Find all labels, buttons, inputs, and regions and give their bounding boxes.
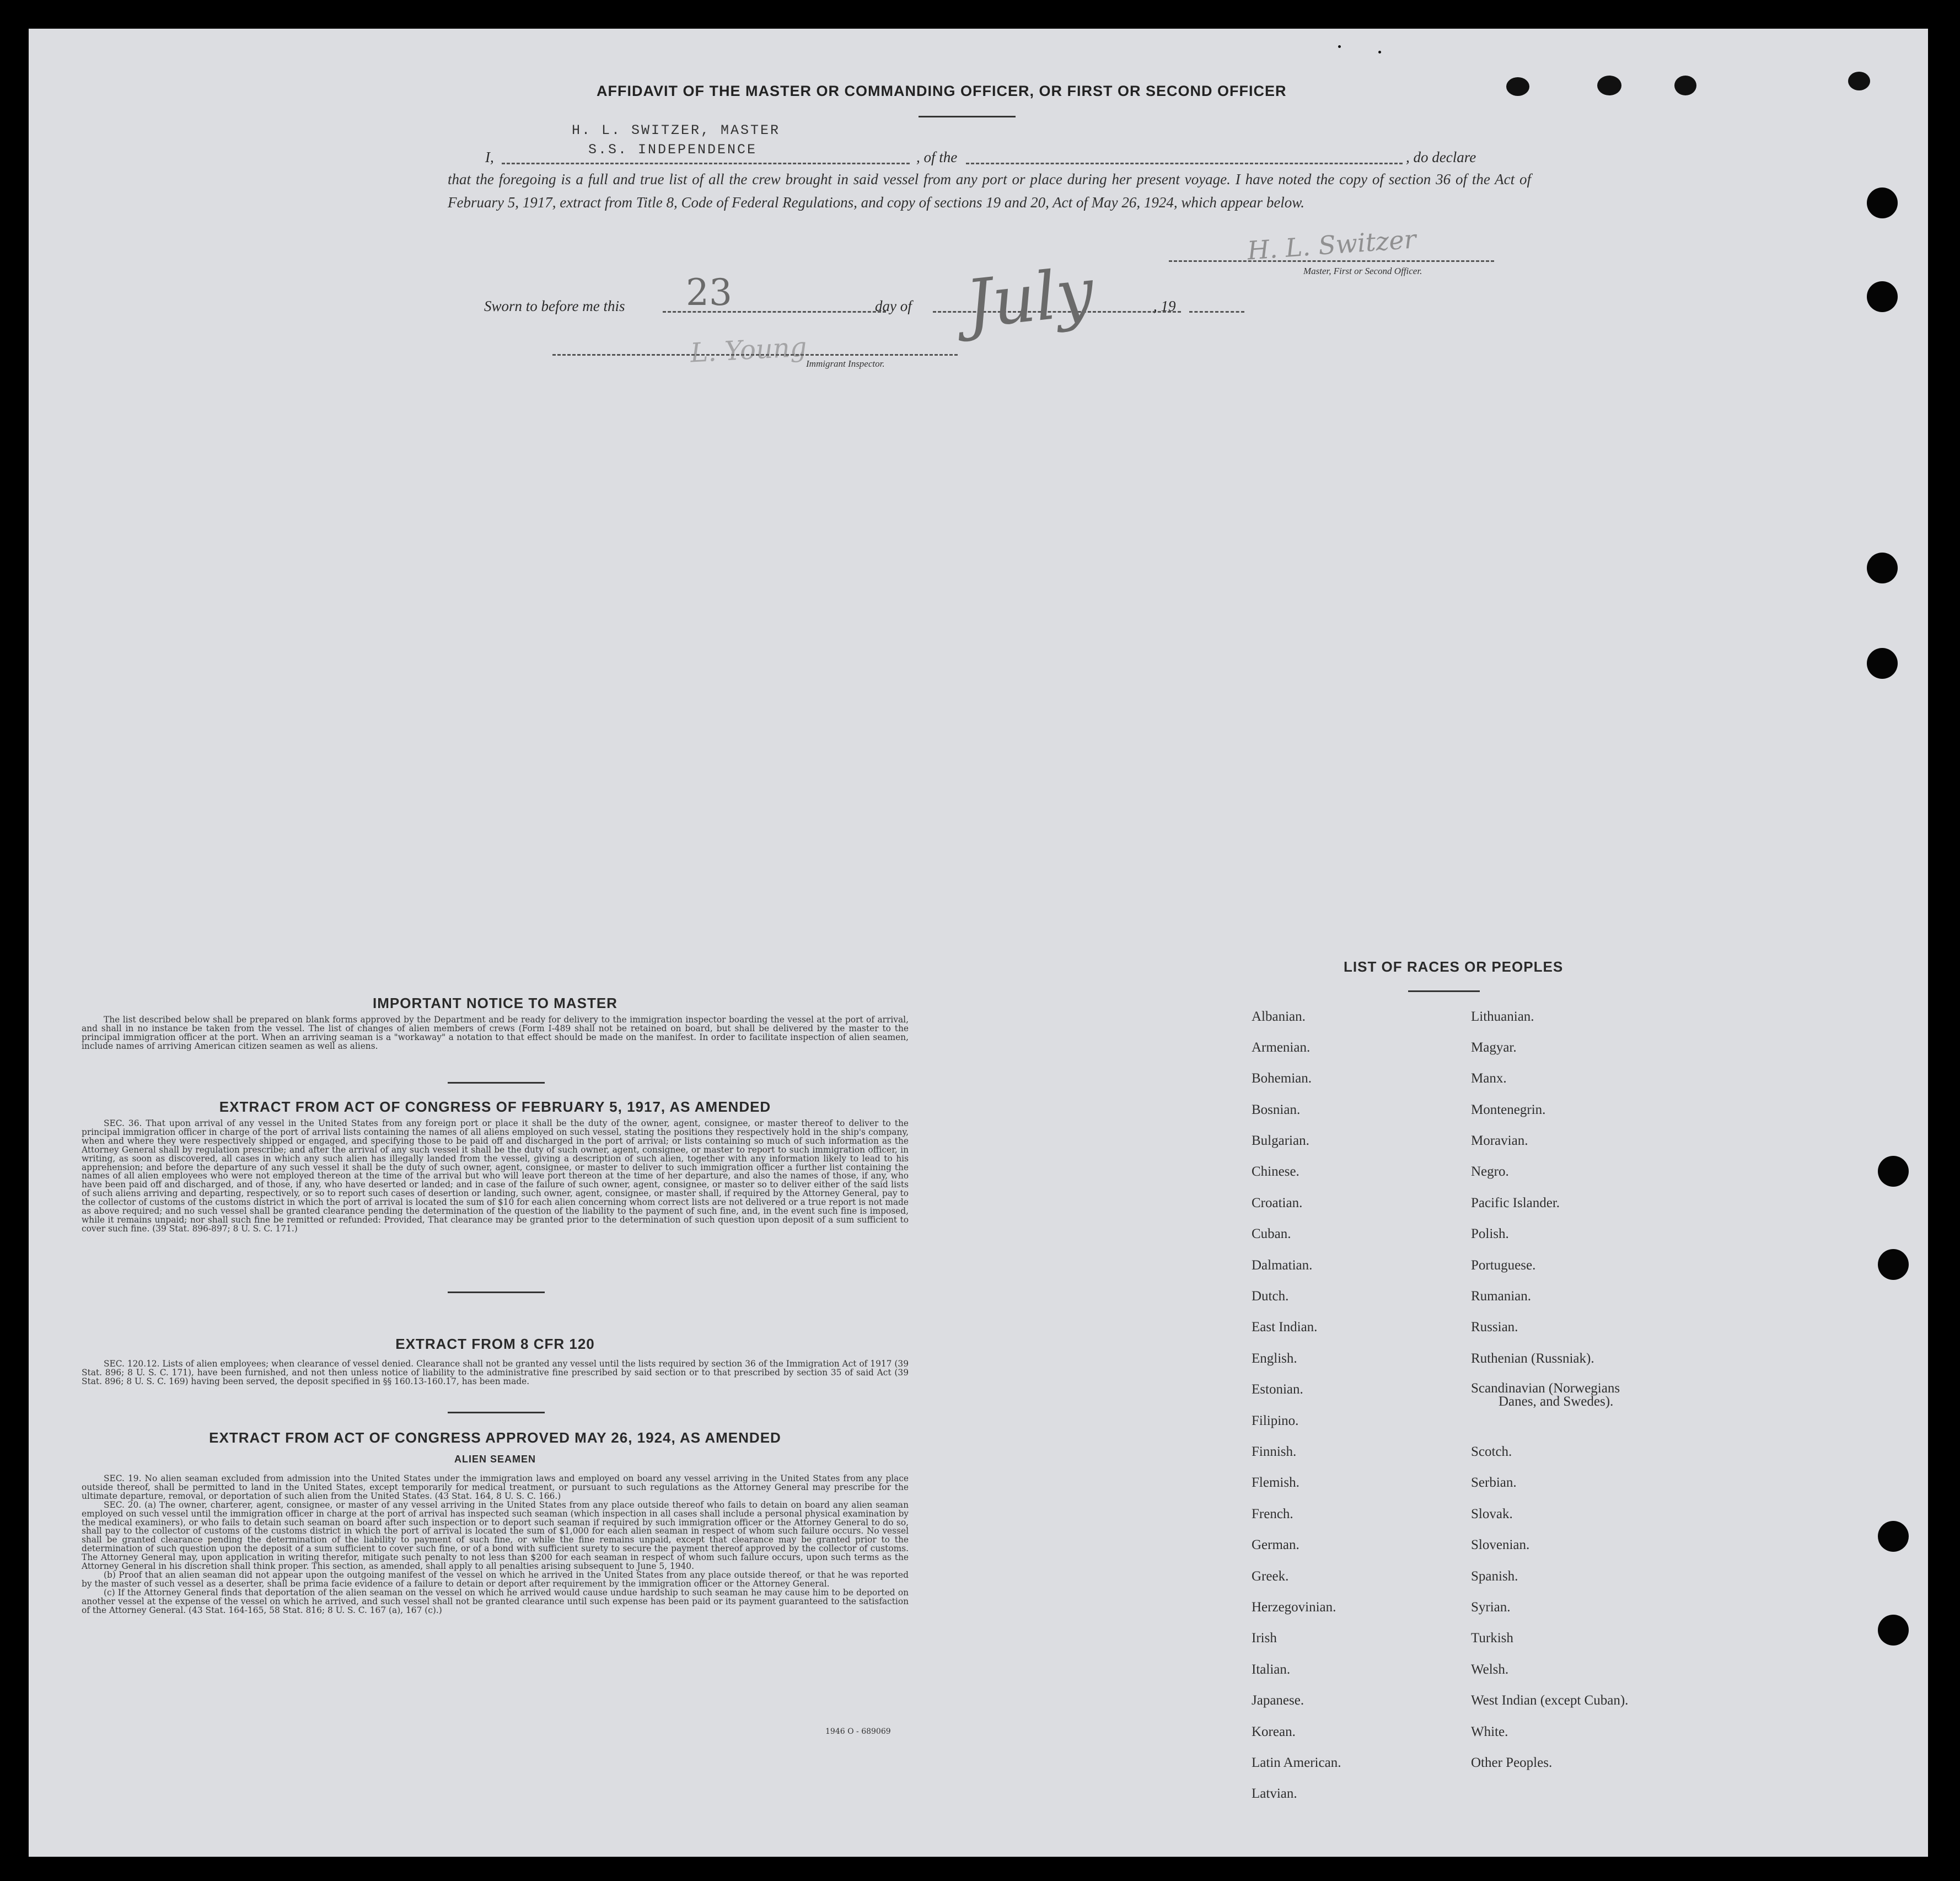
race-item: Croatian. bbox=[1252, 1196, 1303, 1210]
officer-signature-line bbox=[1169, 260, 1494, 262]
print-code: 1946 O - 689069 bbox=[825, 1727, 891, 1736]
binder-hole bbox=[1867, 187, 1898, 218]
race-item: Cuban. bbox=[1252, 1226, 1291, 1241]
race-item: West Indian (except Cuban). bbox=[1471, 1693, 1629, 1708]
extract-1924-sec20b: (b) Proof that an alien seaman did not appear upon the outgoing manifest of the vessel on which he arrived in the United States from any place outside thereof, or that he was reported by the master of such vessel as a deserter, shall be prima facie evidence of a failure to detain or deport after requirement by the immigration officer or the Attorney General. bbox=[82, 1569, 909, 1589]
race-item: Other Peoples. bbox=[1471, 1755, 1553, 1770]
race-item: Filipino. bbox=[1252, 1413, 1299, 1428]
race-item: White. bbox=[1471, 1724, 1508, 1739]
race-item: Lithuanian. bbox=[1471, 1009, 1534, 1024]
race-item: Italian. bbox=[1252, 1662, 1291, 1677]
inspector-signature-line bbox=[552, 354, 958, 356]
extract-cfr-text bbox=[82, 1360, 909, 1386]
title-divider bbox=[919, 116, 1016, 117]
race-item: Russian. bbox=[1471, 1320, 1518, 1335]
officer-signature: H. L. Switzer bbox=[1246, 224, 1417, 266]
sworn-day-of: day of bbox=[875, 298, 912, 314]
name-blank bbox=[502, 163, 910, 164]
ink-blot bbox=[1597, 76, 1621, 95]
binder-hole bbox=[1878, 1156, 1909, 1187]
extract-1924-sec20c: (c) If the Attorney General finds that deportation of the alien seaman on the vessel on which he arrived would cause undue hardship to such seaman he may cause him to be deported on another vessel at the expense of the vessel on which he arrived, and such vessel shall not be granted clearance until such expense has been paid or its payment guaranteed to the satisfaction of the Attorney General. (43 Stat. 164-165, 58 Stat. 816; 8 U. S. C. 167 (a), 167 (c).) bbox=[82, 1587, 909, 1615]
sworn-year-blank bbox=[1189, 311, 1244, 313]
extract-1924-sec19: SEC. 19. No alien seaman excluded from admission into the United States under the immigration laws and employed on board any vessel arriving in the United States from any place outside thereof, shall be permitted to land in the United States, except temporarily for medical treatment, or pursuant to such regulations as the Attorney General may prescribe for the ultimate departure, removal, or deportation of such alien from the United States. (43 Stat. 164, 8 U. S. C. 166.) bbox=[82, 1473, 909, 1501]
race-item: Pacific Islander. bbox=[1471, 1196, 1560, 1210]
race-item: Estonian. bbox=[1252, 1382, 1303, 1397]
extract-1917-title: EXTRACT FROM ACT OF CONGRESS OF FEBRUARY 5, 1917, AS AMENDED bbox=[219, 1098, 771, 1115]
race-item: Scotch. bbox=[1471, 1444, 1512, 1459]
race-item: Slovenian. bbox=[1471, 1537, 1530, 1552]
race-item: Turkish bbox=[1471, 1631, 1513, 1646]
race-item: Ruthenian (Russniak). bbox=[1471, 1351, 1594, 1366]
inspector-caption: Immigrant Inspector. bbox=[806, 358, 885, 369]
race-item: Chinese. bbox=[1252, 1164, 1299, 1179]
race-item: Herzegovinian. bbox=[1252, 1600, 1336, 1615]
sworn-prefix: Sworn to before me this bbox=[484, 298, 625, 314]
race-item: Greek. bbox=[1252, 1569, 1289, 1584]
inspector-signature: L. Young bbox=[689, 331, 808, 369]
race-item: Bulgarian. bbox=[1252, 1133, 1309, 1148]
race-item: Serbian. bbox=[1471, 1475, 1517, 1490]
extract-cfr-title: EXTRACT FROM 8 CFR 120 bbox=[395, 1336, 595, 1352]
race-item: Magyar. bbox=[1471, 1040, 1517, 1055]
binder-hole bbox=[1878, 1521, 1909, 1552]
binder-hole bbox=[1867, 281, 1898, 312]
race-item: Korean. bbox=[1252, 1724, 1296, 1739]
extract-1917-paragraph: SEC. 36. That upon arrival of any vessel in the United States from any foreign port or place it shall be the duty of the owner, agent, consignee, or master thereof to deliver to the principal immigration officer in charge of the port of arrival lists containing the names of all aliens employed on such vessel, stating the positions they respectively hold in the ship's company, when and where they were respectively shipped or engaged, and specifying those to be paid off and discharged in the port of arrival; or lists containing so much of such information as the Attorney General shall by regulation prescribe; and after the arrival of any such vessel it shall be the duty of such owner, agent, consignee, or master to report to such immigration officer, in writing, as soon as discovered, all cases in which any such alien has illegally landed from the vessel, giving a description of such alien, together with any information likely to lead to his apprehension; and before the departure of any such vessel it shall be the duty of such owner, agent, consignee, or master to deliver to such immigration officer a further list containing the names of all alien employees who were not employed thereon at the time of the arrival but who will leave port thereon at the time of her departure, and also the names of those, if any, who have been paid off and discharged, and of those, if any, who have deserted or landed; and in case of the failure of such owner, agent, consignee, or master so to deliver either of the said lists of such aliens arriving and departing, respectively, or so to report such cases of desertion or landing, such owner, agent, consignee, or master shall, if required by the Attorney General, pay to the collector of customs of the customs district in which the port of arrival is located the sum of $10 for each alien concerning whom correct lists are not delivered or a true report is not made as above required; and no such vessel shall be granted clearance pending the determination of the question of the liability to the payment of such fine, and, in the event such fine is imposed, while it remains unpaid; nor shall such fine be remitted or refunded: Provided, That clearance may be granted prior to the determination of such question upon deposit of a sum sufficient to cover such fine. (39 Stat. 896-897; 8 U. S. C. 171.) bbox=[82, 1118, 909, 1234]
extract-1924-title: EXTRACT FROM ACT OF CONGRESS APPROVED MAY 26, 1924, AS AMENDED bbox=[209, 1429, 781, 1446]
race-item: Armenian. bbox=[1252, 1040, 1311, 1055]
declaration-do-declare: , do declare bbox=[1406, 149, 1476, 165]
binder-hole bbox=[1878, 1615, 1909, 1646]
race-item: Welsh. bbox=[1471, 1662, 1509, 1677]
extract-1924-text bbox=[82, 1475, 909, 1615]
races-divider bbox=[1408, 990, 1480, 992]
race-item: Bosnian. bbox=[1252, 1102, 1301, 1117]
race-item: Latin American. bbox=[1252, 1755, 1341, 1770]
extract-1917-text bbox=[82, 1119, 909, 1234]
race-item: Portuguese. bbox=[1471, 1258, 1536, 1273]
race-item: Slovak. bbox=[1471, 1507, 1513, 1521]
race-item: Japanese. bbox=[1252, 1693, 1304, 1708]
race-item: Moravian. bbox=[1471, 1133, 1528, 1148]
extract-1924-subtitle: ALIEN SEAMEN bbox=[454, 1454, 536, 1465]
race-item: Negro. bbox=[1471, 1164, 1509, 1179]
officer-signature-caption: Master, First or Second Officer. bbox=[1303, 266, 1422, 276]
race-item: Polish. bbox=[1471, 1226, 1509, 1241]
extract-1917-divider bbox=[448, 1291, 545, 1293]
race-item: Montenegrin. bbox=[1471, 1102, 1546, 1117]
race-item: Dutch. bbox=[1252, 1289, 1289, 1304]
document-page bbox=[29, 29, 1928, 1857]
sworn-year: , 19 bbox=[1153, 298, 1176, 314]
sworn-day-handwritten: 23 bbox=[686, 271, 732, 314]
vessel-blank bbox=[966, 163, 1403, 164]
race-item: Rumanian. bbox=[1471, 1289, 1532, 1304]
binder-hole bbox=[1867, 553, 1898, 583]
typed-master-name: H. L. SWITZER, MASTER bbox=[572, 122, 781, 138]
declaration-of-the: , of the bbox=[916, 149, 958, 165]
binder-hole bbox=[1867, 648, 1898, 679]
extract-1924-sec20a: SEC. 20. (a) The owner, charterer, agent, consignee, or master of any vessel arriving in the United States from any place outside thereof who fails to detain on board any alien seaman employed on such vessel until the immigration officer in charge at the port of arrival has inspected such seaman (which inspection in all cases shall include a personal physical examination by the medical examiners), or who fails to detain such seaman on board after such inspection or to deport such seaman if required by such immigration officer or the Attorney General to do so, shall pay to the collector of customs of the customs district in which the port of arrival is located the sum of $1,000 for each alien seaman in respect of whom such failure occurs. No vessel shall be granted clearance pending the determination of the liability to payment of such fine, or while the fine remains unpaid, except that clearance may be granted prior to the determination of such question upon the deposit of a sum sufficient to cover such fine, or of a bond with sufficient surety to secure the payment thereof approved by the collector of customs. The Attorney General may, upon application in writing therefor, mitigate such penalty to not less than $200 for each seaman in respect of whom such failure occurs, upon such terms as the Attorney General in his discretion shall think proper. This section, as amended, shall apply to all penalties arising subsequent to June 5, 1940. bbox=[82, 1499, 909, 1572]
race-item: Manx. bbox=[1471, 1071, 1507, 1086]
race-item: Flemish. bbox=[1252, 1475, 1299, 1490]
notice-divider bbox=[448, 1082, 545, 1084]
races-title: LIST OF RACES OR PEOPLES bbox=[1344, 958, 1564, 975]
race-item: Scandinavian (Norwegians bbox=[1471, 1381, 1620, 1396]
affidavit-title: AFFIDAVIT OF THE MASTER OR COMMANDING OFFICER, OR FIRST OR SECOND OFFICER bbox=[597, 83, 1287, 99]
notice-text bbox=[82, 1016, 909, 1051]
extract-cfr-paragraph: SEC. 120.12. Lists of alien employees; when clearance of vessel denied. Clearance shall not be granted any vessel until the lists required by section 36 of the Immigration Act of 1917 (39 Stat. 896; 8 U. S. C. 171), have been furnished, and not then unless notice of liability to the administrative fine prescribed by said section or to that prescribed by section 35 of said Act (39 Stat. 896; 8 U. S. C. 169) having been served, the deposit specified in §§ 160.13-160.17, has been made. bbox=[82, 1359, 909, 1386]
ink-blot bbox=[1674, 76, 1696, 95]
declaration-body: that the foregoing is a full and true list of all the crew brought in said vessel from any port or place during her present voyage. I have noted the copy of section 36 of the Act of February 5, 1917, extract from Title 8, Code of Federal Regulations, and copy of sections 19 and 20, Act of May 26, 1924, which appear below. bbox=[448, 171, 1531, 211]
race-item: East Indian. bbox=[1252, 1320, 1318, 1335]
race-item: English. bbox=[1252, 1351, 1297, 1366]
declaration-i: I, bbox=[485, 149, 494, 165]
race-item: French. bbox=[1252, 1507, 1293, 1521]
typed-vessel-name: S.S. INDEPENDENCE bbox=[588, 142, 758, 158]
race-item: Syrian. bbox=[1471, 1600, 1511, 1615]
race-item: Irish bbox=[1252, 1631, 1277, 1646]
extract-cfr-divider bbox=[448, 1412, 545, 1413]
race-item: Albanian. bbox=[1252, 1009, 1306, 1024]
ink-blot bbox=[1848, 72, 1870, 90]
ink-blot bbox=[1506, 77, 1529, 96]
race-item: German. bbox=[1252, 1537, 1299, 1552]
race-item: Bohemian. bbox=[1252, 1071, 1312, 1086]
race-item: Spanish. bbox=[1471, 1569, 1518, 1584]
race-item-continued: Danes, and Swedes). bbox=[1499, 1394, 1614, 1409]
binder-hole bbox=[1878, 1249, 1909, 1280]
sworn-month-handwritten: July bbox=[962, 254, 1098, 344]
race-item: Latvian. bbox=[1252, 1786, 1297, 1801]
notice-paragraph: The list described below shall be prepared on blank forms approved by the Department and be ready for delivery to the immigration inspector boarding the vessel at the port of arrival, and shall in no instance be taken from the vessel. The list of changes of alien members of crews (Form I-489 shall not be retained on board, but shall be delivered by the master to the principal immigration officer at the port. When an arriving seaman is a "workaway" a notation to that effect should be made on the manifest. In order to facilitate inspection of alien seamen, include names of arriving American citizen seamen as well as aliens. bbox=[82, 1015, 909, 1051]
ink-speck bbox=[1378, 51, 1381, 53]
ink-speck bbox=[1338, 45, 1341, 48]
race-item: Dalmatian. bbox=[1252, 1258, 1313, 1273]
notice-title: IMPORTANT NOTICE TO MASTER bbox=[373, 995, 617, 1011]
race-item: Finnish. bbox=[1252, 1444, 1297, 1459]
